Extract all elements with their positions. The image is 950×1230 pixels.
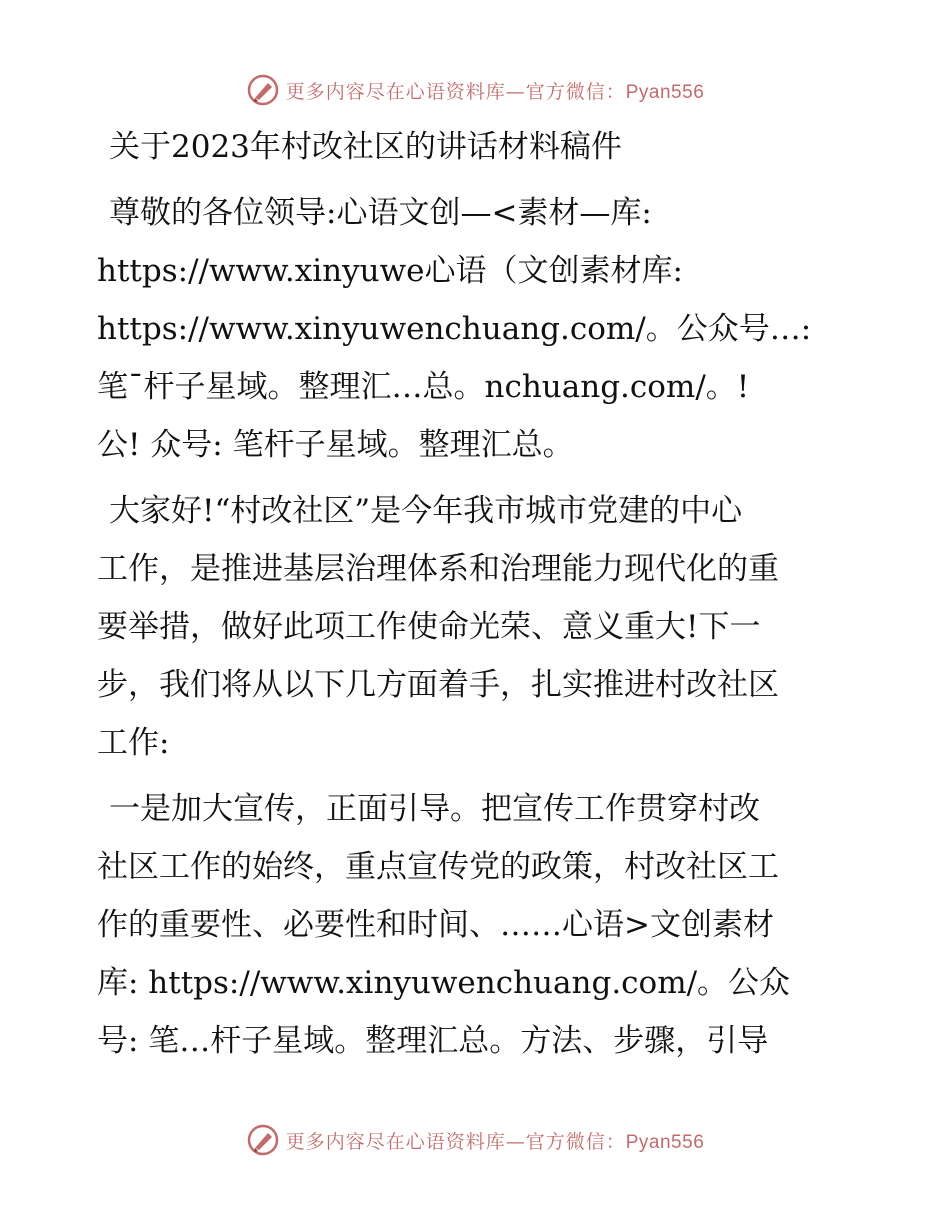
paragraph-2 bbox=[97, 482, 849, 772]
paragraph-line: 社区工作的始终，重点宣传党的政策，村改社区工 bbox=[97, 849, 779, 885]
paragraph-line: 步，我们将从以下几方面着手，扎实推进村改社区 bbox=[97, 667, 779, 703]
pen-logo-icon bbox=[246, 1123, 280, 1157]
paragraph-line: 一是加大宣传，正面引导。把宣传工作贯穿村改 bbox=[109, 791, 760, 827]
paragraph-1 bbox=[97, 184, 849, 474]
paragraph-line: 工作: bbox=[97, 725, 170, 761]
paragraph-line: 库: https://www.xinyuwenchuang.com/。公众 bbox=[97, 965, 791, 1001]
paragraph-line: 号: 笔…杆子星域。整理汇总。方法、步骤，引导 bbox=[97, 1023, 769, 1059]
banner-wechat-id: Pyan556 bbox=[625, 1131, 705, 1153]
banner-text bbox=[286, 77, 705, 104]
paragraph-line: 尊敬的各位领导:心语文创—<素材—库: bbox=[109, 195, 652, 231]
header-banner bbox=[0, 70, 950, 110]
paragraph-line: 笔¯杆子星域。整理汇…总。nchuang.com/。! bbox=[97, 369, 750, 405]
document-title bbox=[97, 118, 849, 176]
document-body bbox=[97, 118, 849, 1078]
paragraph-line: 公! 众号: 笔杆子星域。整理汇总。 bbox=[97, 427, 574, 463]
paragraph-line: 作的重要性、必要性和时间、……心语>文创素材 bbox=[97, 907, 774, 943]
footer-banner bbox=[0, 1120, 950, 1160]
banner-wechat-id: Pyan556 bbox=[625, 81, 705, 103]
banner-label: 更多内容尽在心语资料库—官方微信： bbox=[285, 80, 626, 103]
paragraph-3 bbox=[97, 780, 849, 1070]
paragraph-line: https://www.xinyuwe心语（文创素材库: bbox=[97, 253, 683, 289]
paragraph-line: 要举措，做好此项工作使命光荣、意义重大!下一 bbox=[97, 609, 761, 645]
banner-text bbox=[286, 1127, 705, 1154]
paragraph-line: https://www.xinyuwenchuang.com/。公众号…: bbox=[97, 311, 812, 347]
paragraph-line: 工作，是推进基层治理体系和治理能力现代化的重 bbox=[97, 551, 779, 587]
title-line: 关于2023年村改社区的讲话材料稿件 bbox=[109, 129, 622, 165]
paragraph-line: 大家好!“村改社区”是今年我市城市党建的中心 bbox=[109, 493, 743, 529]
pen-logo-icon bbox=[246, 73, 280, 107]
banner-label: 更多内容尽在心语资料库—官方微信： bbox=[285, 1130, 626, 1153]
